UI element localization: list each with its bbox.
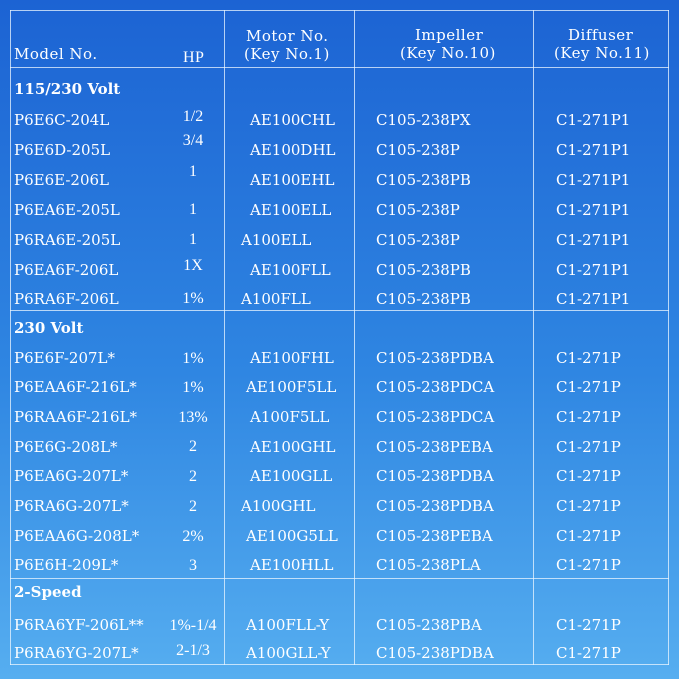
section-title-115-230-volt: 115/230 Volt bbox=[14, 80, 121, 98]
hp-cell: 1 bbox=[189, 231, 197, 248]
model-cell: P6RA6E-205L bbox=[14, 231, 121, 249]
model-cell: P6EA6F-206L bbox=[14, 261, 119, 279]
motor-cell: AE100EHL bbox=[250, 171, 335, 189]
table-border-right bbox=[668, 10, 669, 665]
model-cell: P6E6C-204L bbox=[14, 111, 110, 129]
hp-cell: 3/4 bbox=[182, 132, 204, 149]
header-diffuser-line2: (Key No.11) bbox=[554, 44, 650, 62]
hp-cell: 2% bbox=[182, 528, 204, 545]
motor-cell: A100FLL bbox=[241, 290, 311, 308]
diffuser-cell: C1-271P1 bbox=[556, 231, 631, 249]
table-border-top bbox=[10, 10, 669, 11]
header-motor-line2: (Key No.1) bbox=[244, 45, 330, 63]
motor-cell: AE100GLL bbox=[250, 467, 333, 485]
model-cell: P6RA6F-206L bbox=[14, 290, 119, 308]
diffuser-cell: C1-271P bbox=[556, 349, 621, 367]
impeller-cell: C105-238PBA bbox=[376, 616, 482, 634]
header-impeller-line2: (Key No.10) bbox=[400, 44, 496, 62]
hp-cell: 1X bbox=[183, 257, 203, 274]
hp-cell: 1% bbox=[182, 379, 204, 396]
impeller-cell: C105-238PDBA bbox=[376, 497, 494, 515]
hp-cell: 3 bbox=[189, 557, 197, 574]
diffuser-cell: C1-271P1 bbox=[556, 171, 631, 189]
model-cell: P6E6F-207L* bbox=[14, 349, 116, 367]
column-divider-motor bbox=[354, 10, 355, 665]
model-cell: P6EAA6F-216L* bbox=[14, 378, 137, 396]
motor-cell: AE100GHL bbox=[250, 438, 336, 456]
model-cell: P6RAA6F-216L* bbox=[14, 408, 138, 426]
hp-cell: 1/2 bbox=[182, 108, 204, 125]
hp-cell: 1 bbox=[189, 201, 197, 218]
motor-cell: A100GHL bbox=[241, 497, 316, 515]
impeller-cell: C105-238PEBA bbox=[376, 527, 493, 545]
diffuser-cell: C1-271P1 bbox=[556, 290, 631, 308]
diffuser-cell: C1-271P bbox=[556, 497, 621, 515]
diffuser-cell: C1-271P bbox=[556, 644, 621, 662]
hp-cell: 1% bbox=[182, 290, 204, 307]
motor-cell: A100FLL-Y bbox=[246, 616, 330, 634]
section-title-2-speed: 2-Speed bbox=[14, 583, 82, 601]
impeller-cell: C105-238PDBA bbox=[376, 349, 494, 367]
motor-cell: AE100DHL bbox=[250, 141, 336, 159]
header-motor-line1: Motor No. bbox=[246, 27, 329, 45]
hp-cell: 13% bbox=[178, 409, 208, 426]
diffuser-cell: C1-271P bbox=[556, 408, 621, 426]
section-divider-2speed bbox=[10, 578, 669, 579]
header-diffuser-line1: Diffuser bbox=[568, 26, 634, 44]
motor-cell: AE100HLL bbox=[250, 556, 334, 574]
diffuser-cell: C1-271P bbox=[556, 467, 621, 485]
column-divider-impeller bbox=[533, 10, 534, 665]
hp-cell: 1%-1/4 bbox=[169, 617, 217, 634]
motor-cell: A100GLL-Y bbox=[246, 644, 331, 662]
motor-cell: AE100CHL bbox=[250, 111, 335, 129]
model-cell: P6E6G-208L* bbox=[14, 438, 118, 456]
impeller-cell: C105-238PB bbox=[376, 261, 471, 279]
motor-cell: AE100G5LL bbox=[246, 527, 338, 545]
section-divider-230v bbox=[10, 310, 669, 311]
diffuser-cell: C1-271P1 bbox=[556, 141, 631, 159]
column-divider-hp bbox=[224, 10, 225, 665]
diffuser-cell: C1-271P bbox=[556, 527, 621, 545]
motor-cell: AE100FHL bbox=[250, 349, 334, 367]
table-border-left bbox=[10, 10, 11, 665]
model-cell: P6RA6G-207L* bbox=[14, 497, 129, 515]
diffuser-cell: C1-271P1 bbox=[556, 261, 631, 279]
impeller-cell: C105-238P bbox=[376, 201, 460, 219]
diffuser-cell: C1-271P bbox=[556, 438, 621, 456]
model-cell: P6E6H-209L* bbox=[14, 556, 119, 574]
model-cell: P6E6D-205L bbox=[14, 141, 111, 159]
motor-cell: A100ELL bbox=[241, 231, 312, 249]
diffuser-cell: C1-271P1 bbox=[556, 111, 631, 129]
hp-cell: 1 bbox=[189, 163, 197, 180]
header-impeller-line1: Impeller bbox=[415, 26, 484, 44]
header-divider bbox=[10, 67, 669, 68]
section-title-230-volt: 230 Volt bbox=[14, 319, 84, 337]
hp-cell: 2 bbox=[189, 468, 197, 485]
header-model: Model No. bbox=[14, 45, 98, 63]
impeller-cell: C105-238PLA bbox=[376, 556, 481, 574]
impeller-cell: C105-238PDCA bbox=[376, 378, 495, 396]
model-cell: P6E6E-206L bbox=[14, 171, 110, 189]
impeller-cell: C105-238PDBA bbox=[376, 467, 494, 485]
diffuser-cell: C1-271P bbox=[556, 556, 621, 574]
impeller-cell: C105-238PB bbox=[376, 290, 471, 308]
impeller-cell: C105-238PDCA bbox=[376, 408, 495, 426]
impeller-cell: C105-238P bbox=[376, 231, 460, 249]
impeller-cell: C105-238P bbox=[376, 141, 460, 159]
motor-cell: A100F5LL bbox=[250, 408, 330, 426]
model-cell: P6RA6YG-207L* bbox=[14, 644, 139, 662]
diffuser-cell: C1-271P bbox=[556, 616, 621, 634]
diffuser-cell: C1-271P1 bbox=[556, 201, 631, 219]
hp-cell: 2 bbox=[189, 498, 197, 515]
model-cell: P6EAA6G-208L* bbox=[14, 527, 140, 545]
model-cell: P6RA6YF-206L** bbox=[14, 616, 144, 634]
header-hp: HP bbox=[183, 49, 205, 66]
motor-cell: AE100ELL bbox=[250, 201, 332, 219]
motor-cell: AE100FLL bbox=[250, 261, 331, 279]
model-cell: P6EA6G-207L* bbox=[14, 467, 129, 485]
model-cell: P6EA6E-205L bbox=[14, 201, 120, 219]
hp-cell: 2 bbox=[189, 438, 197, 455]
impeller-cell: C105-238PX bbox=[376, 111, 471, 129]
motor-cell: AE100F5LL bbox=[246, 378, 337, 396]
hp-cell: 1% bbox=[182, 350, 204, 367]
impeller-cell: C105-238PB bbox=[376, 171, 471, 189]
impeller-cell: C105-238PEBA bbox=[376, 438, 493, 456]
table-border-bottom bbox=[10, 664, 669, 665]
hp-cell: 2-1/3 bbox=[176, 642, 210, 659]
impeller-cell: C105-238PDBA bbox=[376, 644, 494, 662]
diffuser-cell: C1-271P bbox=[556, 378, 621, 396]
